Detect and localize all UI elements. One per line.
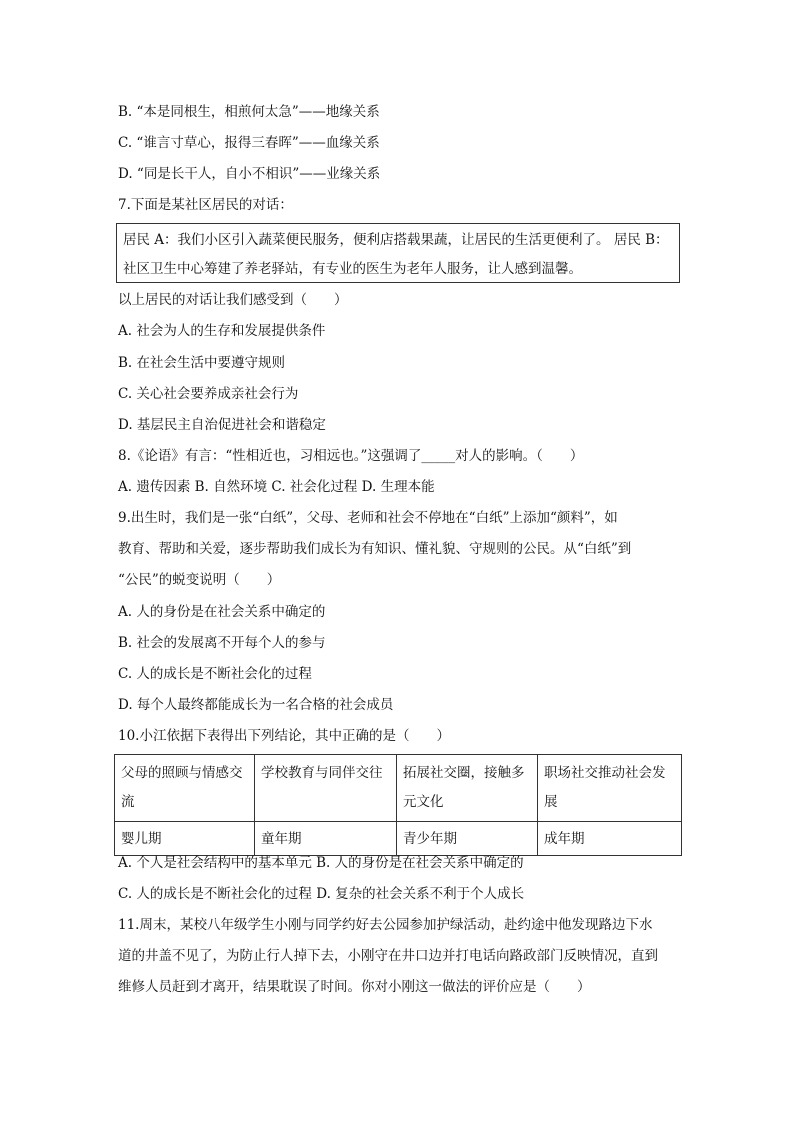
q7-option-a: A. 社会为人的生存和发展提供条件	[118, 323, 326, 339]
q9-option-a: A. 人的身份是在社会关系中确定的	[118, 604, 326, 620]
q9-option-c: C. 人的成长是不断社会化的过程	[118, 666, 312, 682]
q9-stem-line-2: 教育、帮助和关爱，逐步帮助我们成长为有知识、懂礼貌、守规则的公民。从“白纸”到	[118, 541, 632, 557]
q9-stem-line-3: “公民”的蜕变说明（ ）	[118, 572, 281, 588]
q10-options-line-1: A. 个人是社会结构中的基本单元 B. 人的身份是在社会关系中确定的	[118, 855, 524, 871]
q7-stem: 7.下面是某社区居民的对话：	[118, 197, 293, 213]
q7-question: 以上居民的对话让我们感受到（ ）	[118, 292, 348, 308]
q9-option-d: D. 每个人最终都能成长为一名合格的社会成员	[118, 697, 394, 713]
q11-stem-line-2: 道的井盖不见了，为防止行人掉下去，小刚守在井口边并打电话向路政部门反映情况，直到	[118, 948, 658, 964]
q10-cell: 童年期	[255, 822, 397, 856]
q10-cell: 拓展社交圈，接触多元文化	[397, 755, 538, 822]
q7-option-c: C. 关心社会要养成亲社会行为	[118, 386, 299, 402]
q10-table-row	[115, 822, 682, 856]
q11-stem-line-3: 维修人员赶到才离开，结果耽误了时间。你对小刚这一做法的评价应是（ ）	[118, 979, 591, 995]
q7-dialogue-line-2: 社区卫生中心筹建了养老驿站，有专业的医生为老年人服务，让人感到温馨。	[123, 261, 582, 277]
q10-cell: 父母的照顾与情感交流	[115, 755, 255, 822]
q8-stem: 8.《论语》有言：“性相近也，习相远也。”这强调了_____对人的影响。（ ）	[118, 448, 584, 464]
q7-dialogue-line-1: 居民 A：我们小区引入蔬菜便民服务，便利店搭载果蔬，让居民的生活更便利了。 居民 B：	[123, 232, 669, 248]
q7-option-b: B. 在社会生活中要遵守规则	[118, 355, 286, 371]
q6-option-b: B. “本是同根生，相煎何太急”——地缘关系	[118, 104, 380, 120]
q10-table-row	[115, 755, 682, 822]
q10-cell: 学校教育与同伴交往	[255, 755, 397, 822]
q8-options: A. 遗传因素 B. 自然环境 C. 社会化过程 D. 生理本能	[118, 479, 435, 495]
q7-dialogue-box	[116, 223, 680, 283]
q6-option-c: C. “谁言寸草心，报得三春晖”——血缘关系	[118, 135, 380, 151]
q10-cell: 职场社交推动社会发展	[538, 755, 682, 822]
q7-option-d: D. 基层民主自治促进社会和谐稳定	[118, 417, 326, 433]
q11-stem-line-1: 11.周末，某校八年级学生小刚与同学约好去公园参加护绿活动，赴约途中他发现路边下水	[118, 917, 653, 933]
q10-table	[114, 754, 682, 856]
q10-cell: 婴儿期	[115, 822, 255, 856]
q10-stem: 10.小江依据下表得出下列结论，其中正确的是（ ）	[118, 728, 450, 744]
q9-stem-line-1: 9.出生时，我们是一张“白纸”，父母、老师和社会不停地在“白纸”上添加“颜料”，如	[118, 510, 618, 526]
q10-options-line-2: C. 人的成长是不断社会化的过程 D. 复杂的社会关系不利于个人成长	[118, 886, 525, 902]
q10-cell: 成年期	[538, 822, 682, 856]
q6-option-d: D. “同是长干人，自小不相识”——业缘关系	[118, 166, 381, 182]
q9-option-b: B. 社会的发展离不开每个人的参与	[118, 635, 326, 651]
q10-cell: 青少年期	[397, 822, 538, 856]
